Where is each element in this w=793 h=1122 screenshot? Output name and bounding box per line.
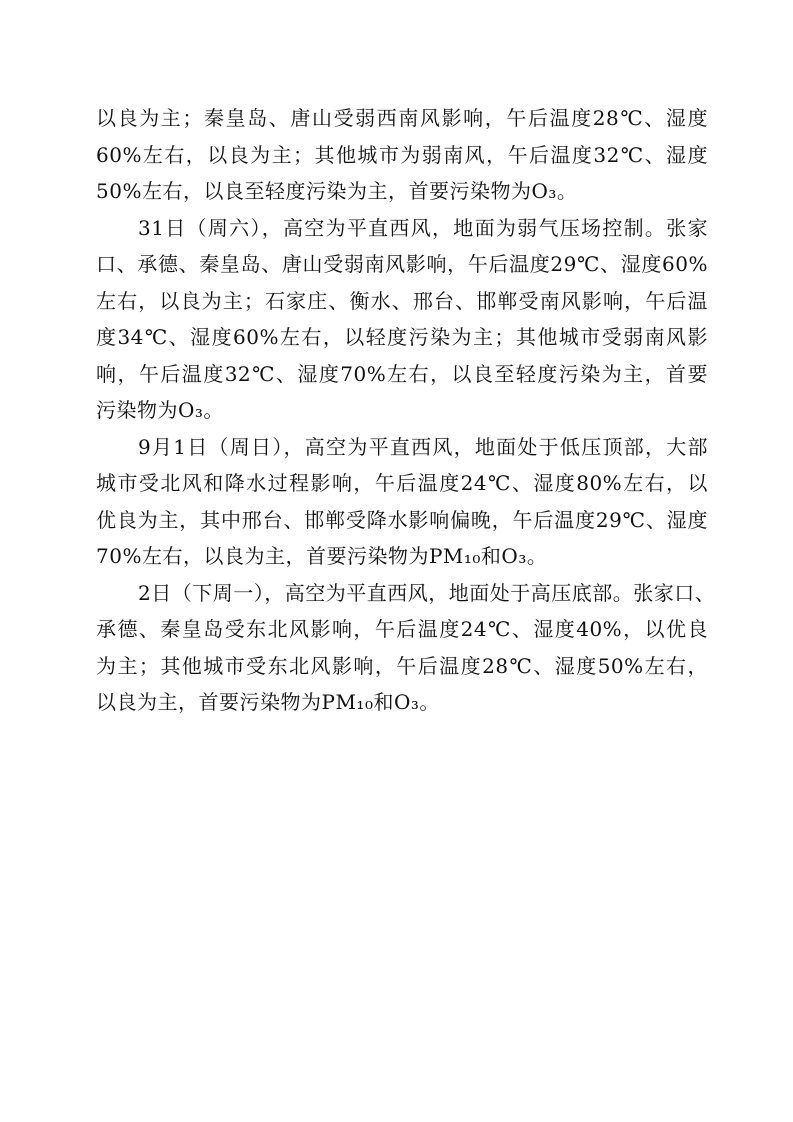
paragraph-sept-1 <box>96 429 708 575</box>
text-line: 31日（周六），高空为平直西风，地面为弱气压场控制。张家 <box>138 215 708 240</box>
text-line: 9月1日（周日），高空为平直西风，地面处于低压顶部，大部 <box>138 434 708 459</box>
text-line: 70%左右，以良为主，首要污染物为PM₁₀和O₃。 <box>96 544 548 568</box>
text-line: 污染物为O₃。 <box>96 398 224 422</box>
paragraph-day-2 <box>96 575 716 721</box>
paragraph-day-31 <box>96 210 708 429</box>
text-line: 度34℃、湿度60%左右，以轻度污染为主；其他城市受弱南风影 <box>96 325 708 349</box>
text-line: 优良为主，其中邢台、邯郸受降水影响偏晚，午后温度29℃、湿度 <box>96 507 708 532</box>
text-line: 左右，以良为主；石家庄、衡水、邢台、邯郸受南风影响，午后温 <box>96 288 708 313</box>
text-line: 以良为主；秦皇岛、唐山受弱西南风影响，午后温度28℃、湿度 <box>96 106 708 130</box>
text-line: 承德、秦皇岛受东北风影响，午后温度24℃、湿度40%，以优良 <box>96 617 708 641</box>
text-line: 为主；其他城市受东北风影响，午后温度28℃、湿度50%左右， <box>96 653 708 678</box>
text-line: 城市受北风和降水过程影响，午后温度24℃、湿度80%左右，以 <box>96 471 708 495</box>
text-line: 60%左右，以良为主；其他城市为弱南风，午后温度32℃、湿度 <box>96 142 708 167</box>
text-line: 以良为主，首要污染物为PM₁₀和O₃。 <box>96 690 440 714</box>
text-line: 口、承德、秦皇岛、唐山受弱南风影响，午后温度29℃、湿度60% <box>96 252 708 276</box>
text-line: 2日（下周一），高空为平直西风，地面处于高压底部。张家口、 <box>138 580 716 605</box>
document-body <box>96 100 716 721</box>
paragraph-continuation <box>96 100 708 210</box>
text-line: 响，午后温度32℃、湿度70%左右，以良至轻度污染为主，首要 <box>96 361 708 386</box>
text-line: 50%左右，以良至轻度污染为主，首要污染物为O₃。 <box>96 179 578 203</box>
